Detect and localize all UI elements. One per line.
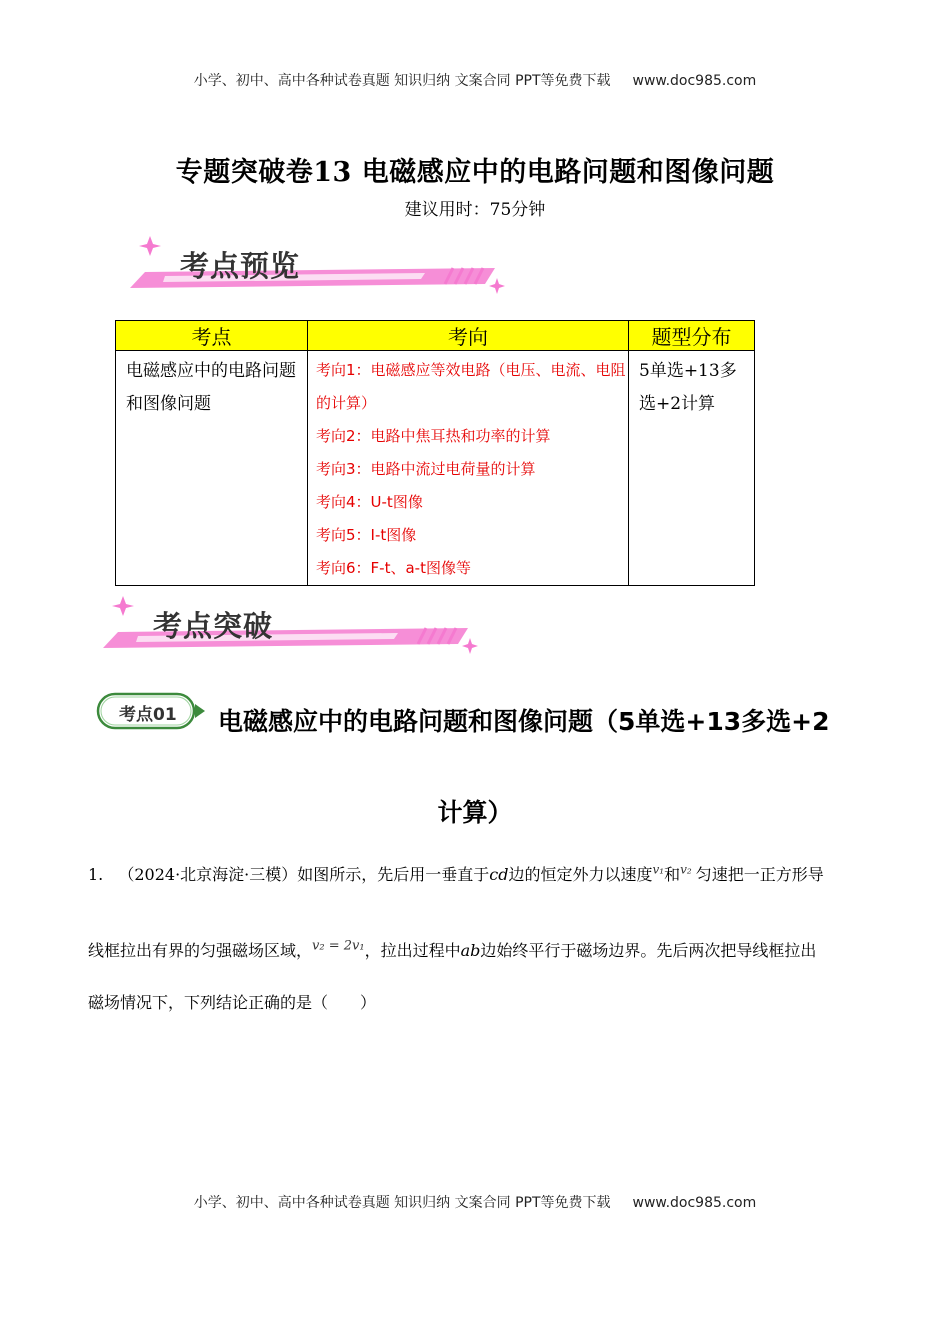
- distribution-cell: 5单选+13多选+2计算: [629, 351, 755, 586]
- direction-item: 考向1：电磁感应等效电路（电压、电流、电阻的计算）: [316, 361, 626, 412]
- page-header: [0, 70, 950, 90]
- question-text: 和: [664, 865, 681, 884]
- banner-preview: [125, 232, 515, 302]
- table-row: [116, 351, 755, 586]
- question-var-cd: cd: [489, 865, 509, 884]
- direction-item: 考向6：F-t、a-t图像等: [316, 559, 471, 577]
- overview-table: [115, 320, 755, 586]
- table-header-direction: 考向: [308, 321, 629, 351]
- question-source: （2024·北京海淀·三模）: [118, 865, 298, 884]
- direction-item: 考向2：电路中焦耳热和功率的计算: [316, 427, 551, 445]
- section-heading: 电磁感应中的电路问题和图像问题（5单选+13多选+2: [218, 707, 830, 736]
- question-text: 边的恒定外力以速度: [508, 865, 653, 884]
- banner-breakthrough-label: 考点突破: [153, 609, 274, 643]
- banner-preview-label: 考点预览: [180, 249, 301, 283]
- direction-item: 考向4：U-t图像: [316, 493, 423, 511]
- topic-cell: 电磁感应中的电路问题和图像问题: [116, 351, 308, 586]
- math-v1: v₁: [652, 862, 665, 877]
- page-footer: [0, 1192, 950, 1212]
- table-header-distribution: 题型分布: [629, 321, 755, 351]
- question-var-ab: ab: [460, 941, 481, 960]
- footer-site: www.doc985.com: [632, 1195, 757, 1211]
- question-text: 如图所示，先后用一垂直于: [297, 865, 490, 884]
- page-title: 专题突破卷13 电磁感应中的电路问题和图像问题: [175, 157, 775, 188]
- question-text: ，拉出过程中: [364, 941, 461, 960]
- question-text: 边始终平行于磁场边界。先后两次把导线框拉出: [480, 941, 817, 960]
- header-text: 小学、初中、高中各种试卷真题 知识归纳 文案合同 PPT等免费下载: [193, 73, 611, 89]
- direction-item: 考向3：电路中流过电荷量的计算: [316, 460, 536, 478]
- directions-cell: [308, 351, 629, 586]
- footer-text: 小学、初中、高中各种试卷真题 知识归纳 文案合同 PPT等免费下载: [193, 1195, 611, 1211]
- direction-item: 考向5：I-t图像: [316, 526, 417, 544]
- question-1-line-1: [88, 862, 858, 885]
- table-header-topic: 考点: [116, 321, 308, 351]
- question-text: 线框拉出有界的匀强磁场区域，: [88, 941, 313, 960]
- question-1-line-2: [88, 938, 858, 961]
- table-header-row: [116, 321, 755, 351]
- question-number: 1.: [88, 865, 104, 884]
- section-heading-continued: 计算）: [437, 798, 513, 827]
- math-formula: v₂ = 2v₁: [312, 938, 365, 954]
- question-1-line-3: 磁场情况下，下列结论正确的是（ ）: [88, 993, 377, 1012]
- badge-label: 考点01: [119, 705, 177, 725]
- kaodian-badge: [95, 690, 207, 734]
- page-subtitle: 建议用时：75分钟: [404, 200, 546, 220]
- header-site: www.doc985.com: [632, 73, 757, 89]
- banner-breakthrough: [98, 592, 488, 662]
- math-v2: v₂: [680, 862, 692, 877]
- question-text: 匀速把一正方形导: [695, 865, 824, 884]
